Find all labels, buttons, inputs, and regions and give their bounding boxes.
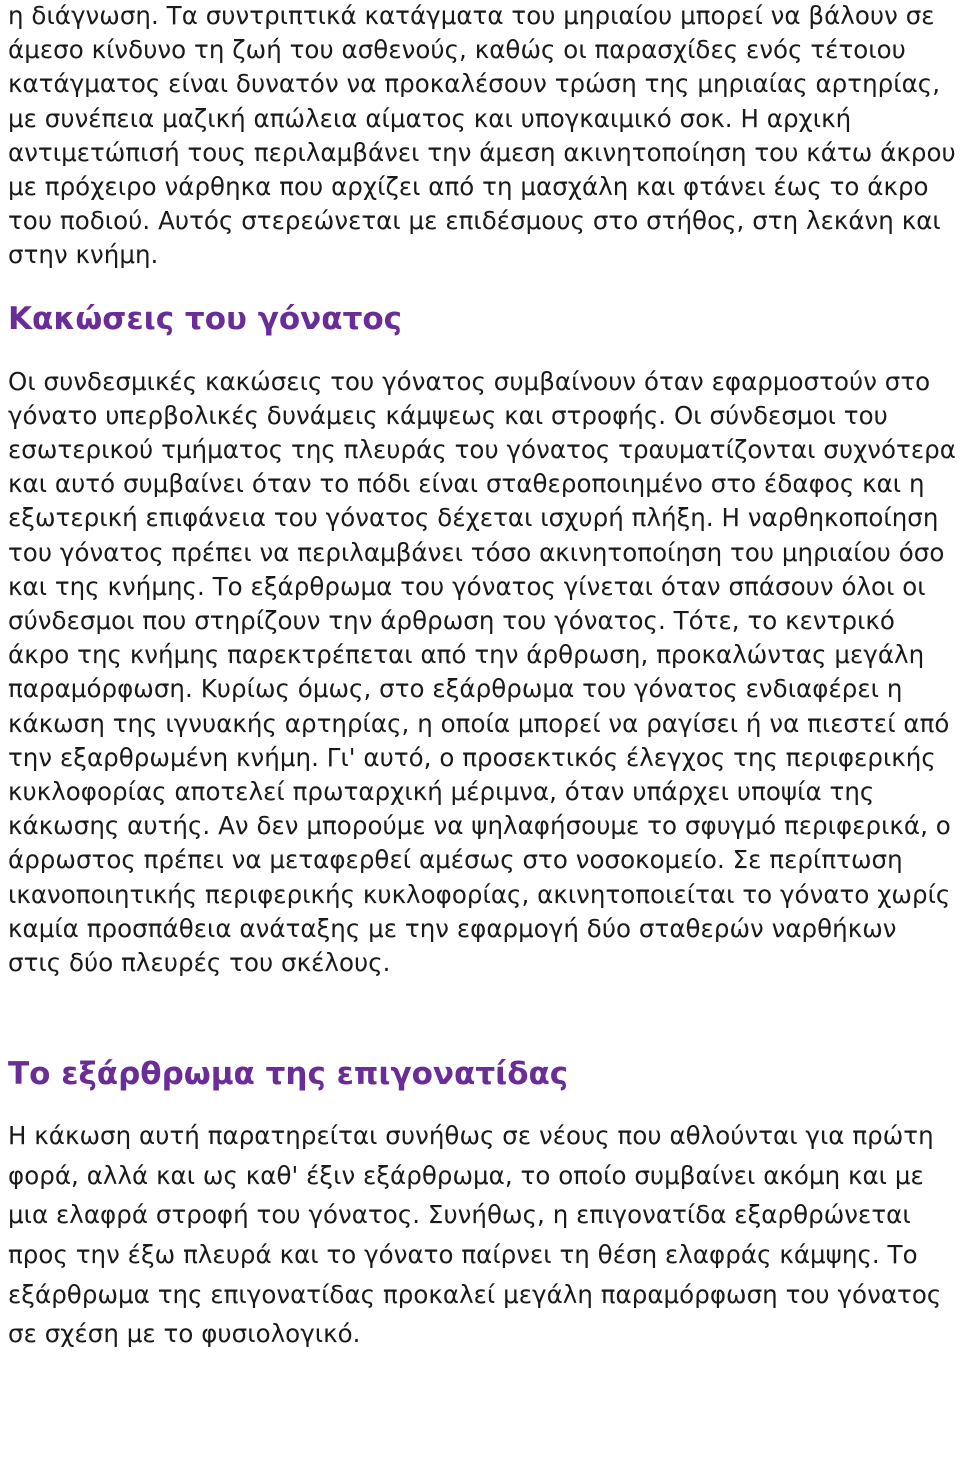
document-page — [8, 0, 956, 1354]
section-paragraph-knee-injuries: Οι συνδεσμικές κακώσεις του γόνατος συμβαίνουν όταν εφαρμοστούν στο γόνατο υπερβολικές δυνάμεις κάμψεως και στροφής. Οι σύνδεσμοι του εσωτερικού τμήματος της πλευράς του γόνατος τραυματίζονται συχνότερα και αυτό συμβαίνει όταν το πόδι είναι σταθεροποιημένο στο έδαφος και η εξωτερική επιφάνεια του γόνατος δέχεται ισχυρή πλήξη. Η ναρθηκοποίηση του γόνατος πρέπει να περιλαμβάνει τόσο ακινητοποίηση του μηριαίου όσο και της κνήμης. Το εξάρθρωμα του γόνατος γίνεται όταν σπάσουν όλοι οι σύνδεσμοι που στηρίζουν την άρθρωση του γόνατος. Τότε, το κεντρικό άκρο της κνήμης παρεκτρέπεται από την άρθρωση, προκαλώντας μεγάλη παραμόρφωση. Κυρίως όμως, στο εξάρθρωμα του γόνατος ενδιαφέρει η κάκωση της ιγνυακής αρτηρίας, η οποία μπορεί να ραγίσει ή να πιεστεί από την εξαρθρωμένη κνήμη. Γι' αυτό, ο προσεκτικός έλεγχος της περιφερικής κυκλοφορίας αποτελεί πρωταρχική μέριμνα, όταν υπάρχει υποψία της κάκωσης αυτής. Αν δεν μπορούμε να ψηλαφήσουμε το σφυγμό περιφερικά, ο άρρωστος πρέπει να μεταφερθεί αμέσως στο νοσοκομείο. Σε περίπτωση ικανοποιητικής περιφερικής κυκλοφορίας, ακινητοποιείται το γόνατο χωρίς καμία προσπάθεια ανάταξης με την εφαρμογή δύο σταθερών ναρθήκων στις δύο πλευρές του σκέλους. — [8, 366, 956, 978]
intro-paragraph: η διάγνωση. Τα συντριπτικά κατάγματα του μηριαίου μπορεί να βάλουν σε άμεσο κίνδυνο τη ζωή του ασθενούς, καθώς οι παρασχίδες ενός τέτοιου κατάγματος είναι δυνατόν να προκαλέσουν τρώση της μηριαίας αρτηρίας, με συνέπεια μαζική απώλεια αίματος και υπογκαιμικό σοκ. Η αρχική αντιμετώπισή τους περιλαμβάνει την άμεση ακινητοποίηση του κάτω άκρου με πρόχειρο νάρθηκα που αρχίζει από τη μασχάλη και φτάνει έως το άκρο του ποδιού. Αυτός στερεώνεται με επιδέσμους στο στήθος, στη λεκάνη και στην κνήμη. — [8, 1, 956, 270]
section-heading-patella-dislocation: Το εξάρθρωμα της επιγονατίδας — [8, 1056, 569, 1093]
section-paragraph-patella-dislocation: Η κάκωση αυτή παρατηρείται συνήθως σε νέους που αθλούνται για πρώτη φορά, αλλά και ως καθ' έξιν εξάρθρωμα, το οποίο συμβαίνει ακόμη και με μια ελαφρά στροφή του γόνατος. Συνήθως, η επιγονατίδα εξαρθρώνεται προς την έξω πλευρά και το γόνατο παίρνει τη θέση ελαφράς κάμψης. Το εξάρθρωμα της επιγονατίδας προκαλεί μεγάλη παραμόρφωση του γόνατος σε σχέση με το φυσιολογικό. — [8, 1121, 942, 1349]
section-heading-knee-injuries: Κακώσεις του γόνατος — [8, 300, 403, 337]
